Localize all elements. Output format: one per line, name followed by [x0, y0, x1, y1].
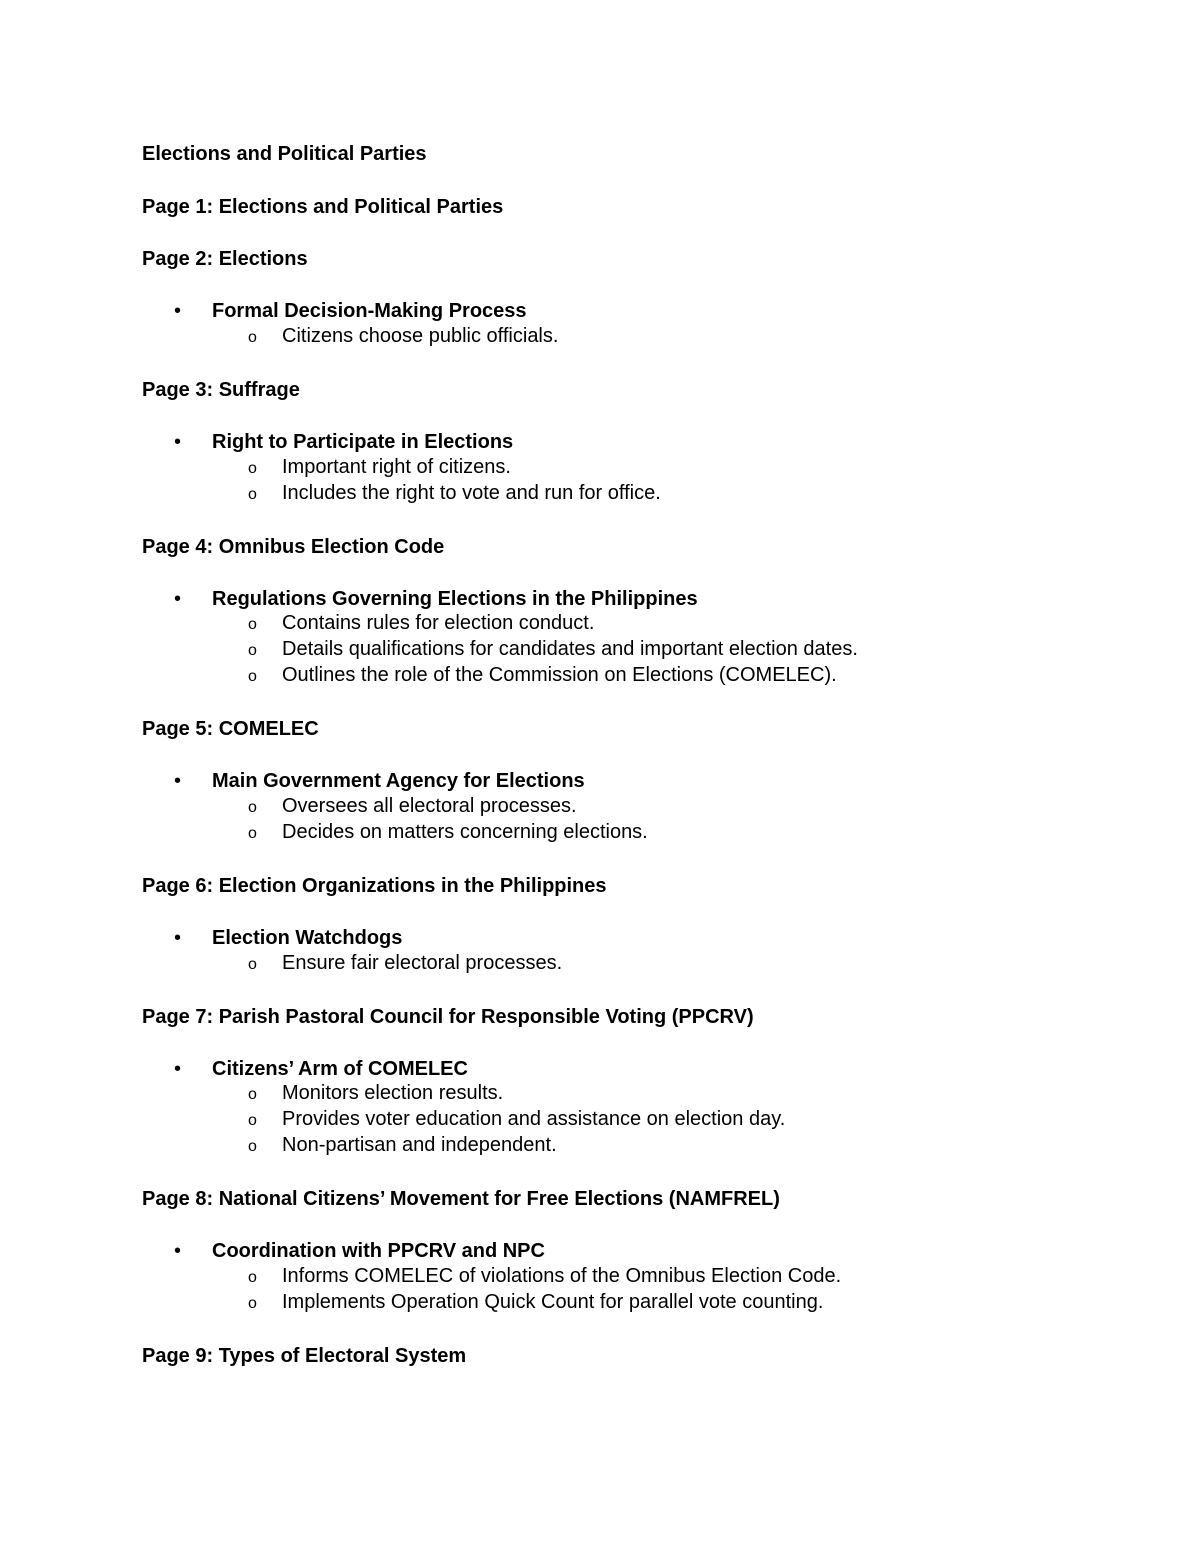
sub-item-text: Outlines the role of the Commission on Elections (COMELEC).	[282, 664, 837, 686]
circle-bullet-icon: o	[248, 1112, 257, 1129]
section-heading-page-6: Page 6: Election Organizations in the Philippines	[142, 875, 607, 897]
bullet-icon: •	[174, 1240, 182, 1262]
circle-bullet-icon: o	[248, 616, 257, 633]
section-heading-page-7: Page 7: Parish Pastoral Council for Responsible Voting (PPCRV)	[142, 1006, 754, 1028]
bullet-icon: •	[174, 1058, 182, 1080]
sub-item-text: Decides on matters concerning elections.	[282, 821, 648, 843]
bullet-icon: •	[174, 588, 182, 610]
sub-item-text: Details qualifications for candidates and important election dates.	[282, 638, 858, 660]
sub-item-text: Ensure fair electoral processes.	[282, 952, 563, 974]
sub-item-text: Provides voter education and assistance on election day.	[282, 1108, 786, 1130]
circle-bullet-icon: o	[248, 1138, 257, 1155]
section-heading-page-4: Page 4: Omnibus Election Code	[142, 536, 445, 558]
circle-bullet-icon: o	[248, 825, 257, 842]
bullet-label: Coordination with PPCRV and NPC	[212, 1240, 545, 1262]
sub-item-text: Non-partisan and independent.	[282, 1134, 557, 1156]
sub-item-text: Important right of citizens.	[282, 456, 511, 478]
bullet-label: Regulations Governing Elections in the Philippines	[212, 588, 698, 610]
section-heading-page-1: Page 1: Elections and Political Parties	[142, 196, 504, 218]
document-title: Elections and Political Parties	[142, 143, 427, 165]
circle-bullet-icon: o	[248, 329, 257, 346]
sub-item-text: Implements Operation Quick Count for parallel vote counting.	[282, 1291, 824, 1313]
sub-item-text: Oversees all electoral processes.	[282, 795, 577, 817]
circle-bullet-icon: o	[248, 668, 257, 685]
bullet-icon: •	[174, 927, 182, 949]
circle-bullet-icon: o	[248, 1295, 257, 1312]
bullet-icon: •	[174, 770, 182, 792]
sub-item-text: Citizens choose public officials.	[282, 325, 559, 347]
section-heading-page-3: Page 3: Suffrage	[142, 379, 300, 401]
section-heading-page-9: Page 9: Types of Electoral System	[142, 1345, 467, 1367]
bullet-icon: •	[174, 300, 182, 322]
circle-bullet-icon: o	[248, 1269, 257, 1286]
circle-bullet-icon: o	[248, 642, 257, 659]
circle-bullet-icon: o	[248, 460, 257, 477]
circle-bullet-icon: o	[248, 1086, 257, 1103]
bullet-icon: •	[174, 431, 182, 453]
circle-bullet-icon: o	[248, 956, 257, 973]
sub-item-text: Contains rules for election conduct.	[282, 612, 595, 634]
bullet-label: Citizens’ Arm of COMELEC	[212, 1058, 468, 1080]
bullet-label: Election Watchdogs	[212, 927, 403, 949]
circle-bullet-icon: o	[248, 799, 257, 816]
bullet-label: Main Government Agency for Elections	[212, 770, 585, 792]
bullet-label: Formal Decision-Making Process	[212, 300, 527, 322]
section-heading-page-8: Page 8: National Citizens’ Movement for Free Elections (NAMFREL)	[142, 1188, 780, 1210]
bullet-label: Right to Participate in Elections	[212, 431, 514, 453]
sub-item-text: Informs COMELEC of violations of the Omnibus Election Code.	[282, 1265, 842, 1287]
sub-item-text: Includes the right to vote and run for office.	[282, 482, 661, 504]
circle-bullet-icon: o	[248, 486, 257, 503]
section-heading-page-2: Page 2: Elections	[142, 248, 308, 270]
sub-item-text: Monitors election results.	[282, 1082, 504, 1104]
section-heading-page-5: Page 5: COMELEC	[142, 718, 319, 740]
